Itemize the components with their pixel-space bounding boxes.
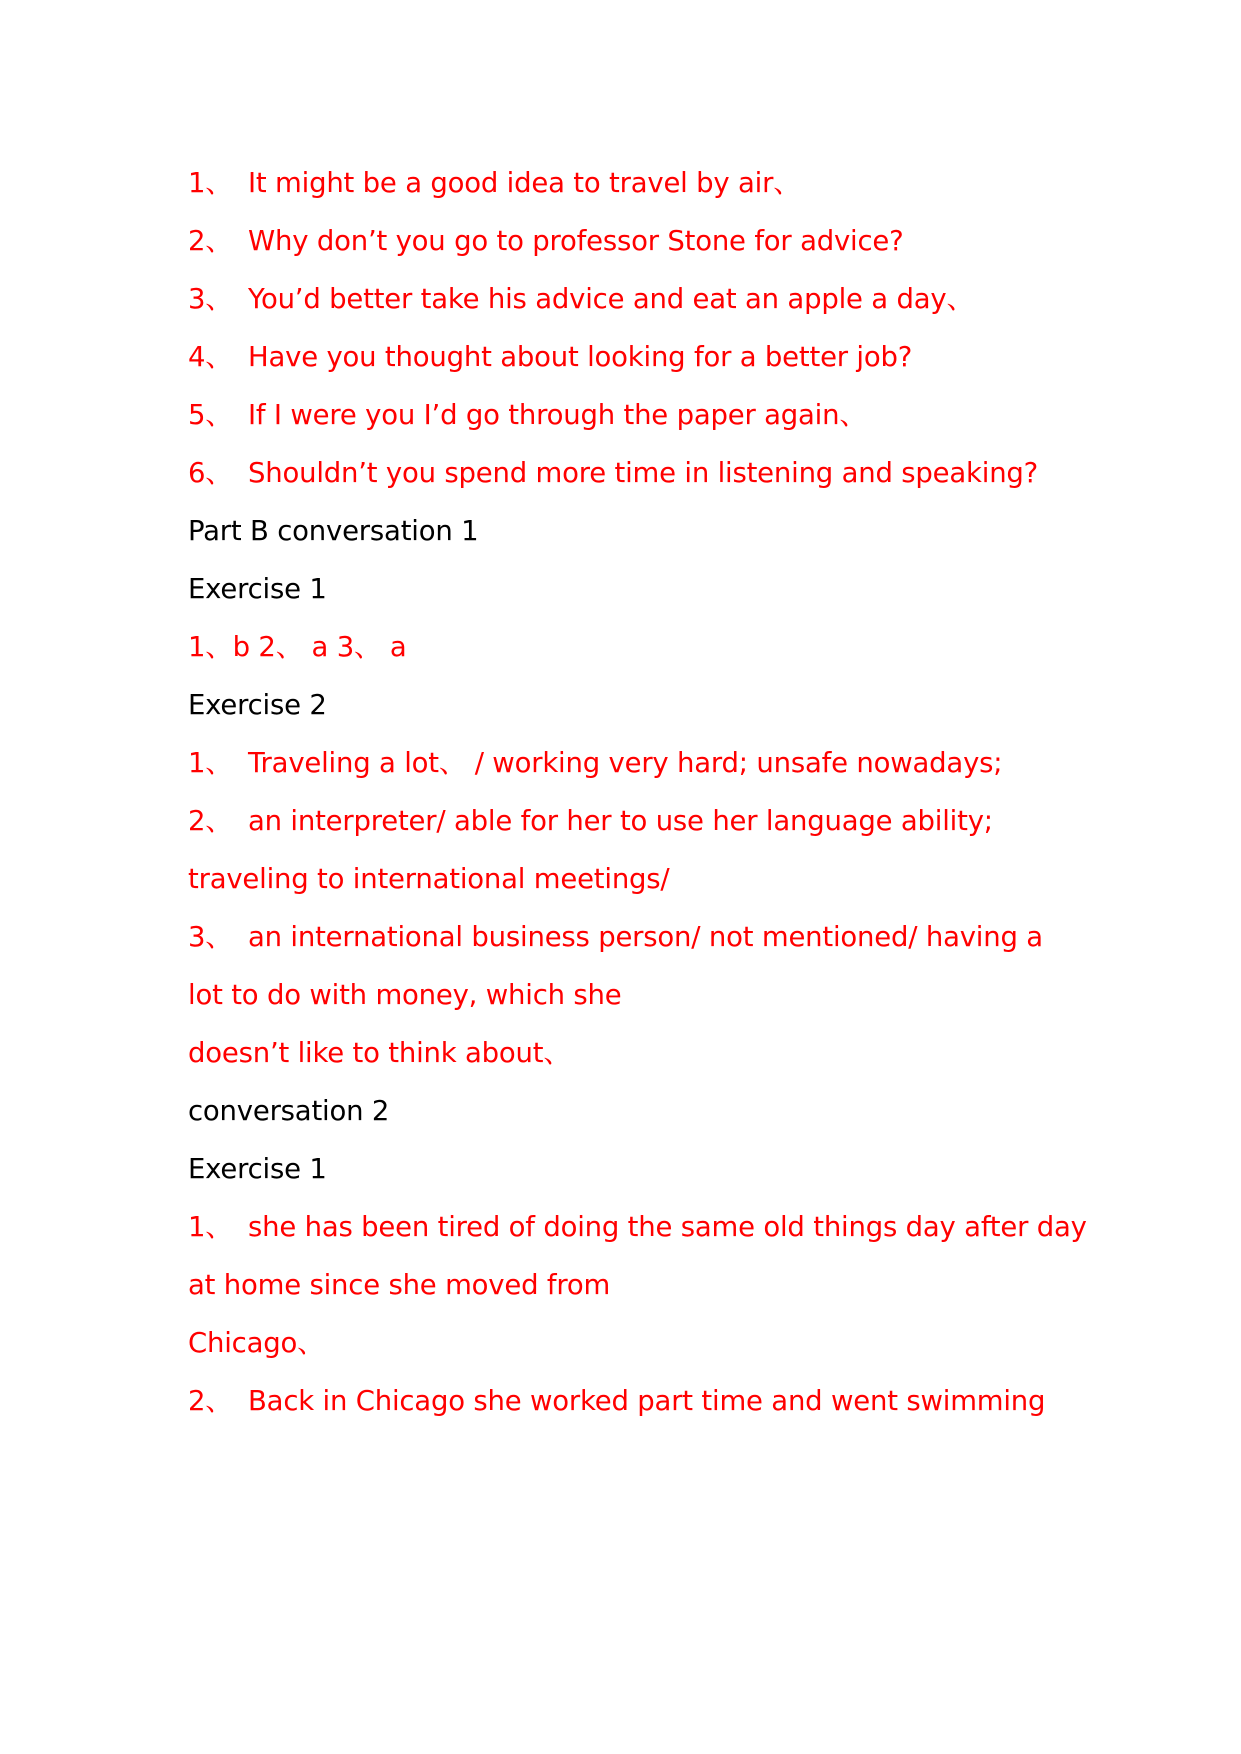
answer-line xyxy=(188,455,1038,491)
answer-text: If I were you I’d go through the paper again、 xyxy=(248,399,867,431)
answer-line-continued: traveling to international meetings/ xyxy=(188,863,670,895)
answer-line-continued: at home since she moved from xyxy=(188,1269,611,1301)
item-number: 1、 xyxy=(188,747,233,779)
answer-line xyxy=(188,1209,1087,1245)
answer-text: Why don’t you go to professor Stone for advice? xyxy=(248,225,904,257)
item-number: 2、 xyxy=(188,805,233,837)
answer-line xyxy=(188,919,1043,955)
answer-text: You’d better take his advice and eat an apple a day、 xyxy=(248,283,974,315)
answer-text: Back in Chicago she worked part time and went swimming xyxy=(248,1385,1046,1417)
item-number: 6、 xyxy=(188,457,233,489)
answer-line xyxy=(188,223,904,259)
item-number: 4、 xyxy=(188,341,233,373)
answer-line xyxy=(188,397,867,433)
answer-line xyxy=(188,165,801,201)
answer-line xyxy=(188,745,1002,781)
answer-text: It might be a good idea to travel by air、 xyxy=(248,167,801,199)
section-heading: Part B conversation 1 xyxy=(188,515,479,547)
answer-text: she has been tired of doing the same old things day after day xyxy=(248,1211,1087,1243)
answer-line: 1、b 2、 a 3、 a xyxy=(188,631,407,663)
answer-text: Shouldn’t you spend more time in listening and speaking? xyxy=(248,457,1039,489)
item-number: 3、 xyxy=(188,283,233,315)
exercise-heading: Exercise 1 xyxy=(188,573,327,605)
answer-line-continued: lot to do with money, which she xyxy=(188,979,622,1011)
item-number: 2、 xyxy=(188,225,233,257)
answer-line-continued: doesn’t like to think about、 xyxy=(188,1037,571,1069)
item-number: 5、 xyxy=(188,399,233,431)
answer-line xyxy=(188,339,912,375)
item-number: 3、 xyxy=(188,921,233,953)
answer-text: Have you thought about looking for a better job? xyxy=(248,341,913,373)
item-number: 1、 xyxy=(188,1211,233,1243)
answer-line xyxy=(188,1383,1045,1419)
answer-line-continued: Chicago、 xyxy=(188,1327,325,1359)
section-heading: conversation 2 xyxy=(188,1095,390,1127)
item-number: 2、 xyxy=(188,1385,233,1417)
item-number: 1、 xyxy=(188,167,233,199)
answer-text: an international business person/ not mentioned/ having a xyxy=(248,921,1043,953)
answer-line xyxy=(188,803,993,839)
exercise-heading: Exercise 1 xyxy=(188,1153,327,1185)
answer-line xyxy=(188,281,974,317)
exercise-heading: Exercise 2 xyxy=(188,689,327,721)
answer-text: an interpreter/ able for her to use her language ability; xyxy=(248,805,993,837)
answer-text: Traveling a lot、 / working very hard; unsafe nowadays; xyxy=(248,747,1003,779)
